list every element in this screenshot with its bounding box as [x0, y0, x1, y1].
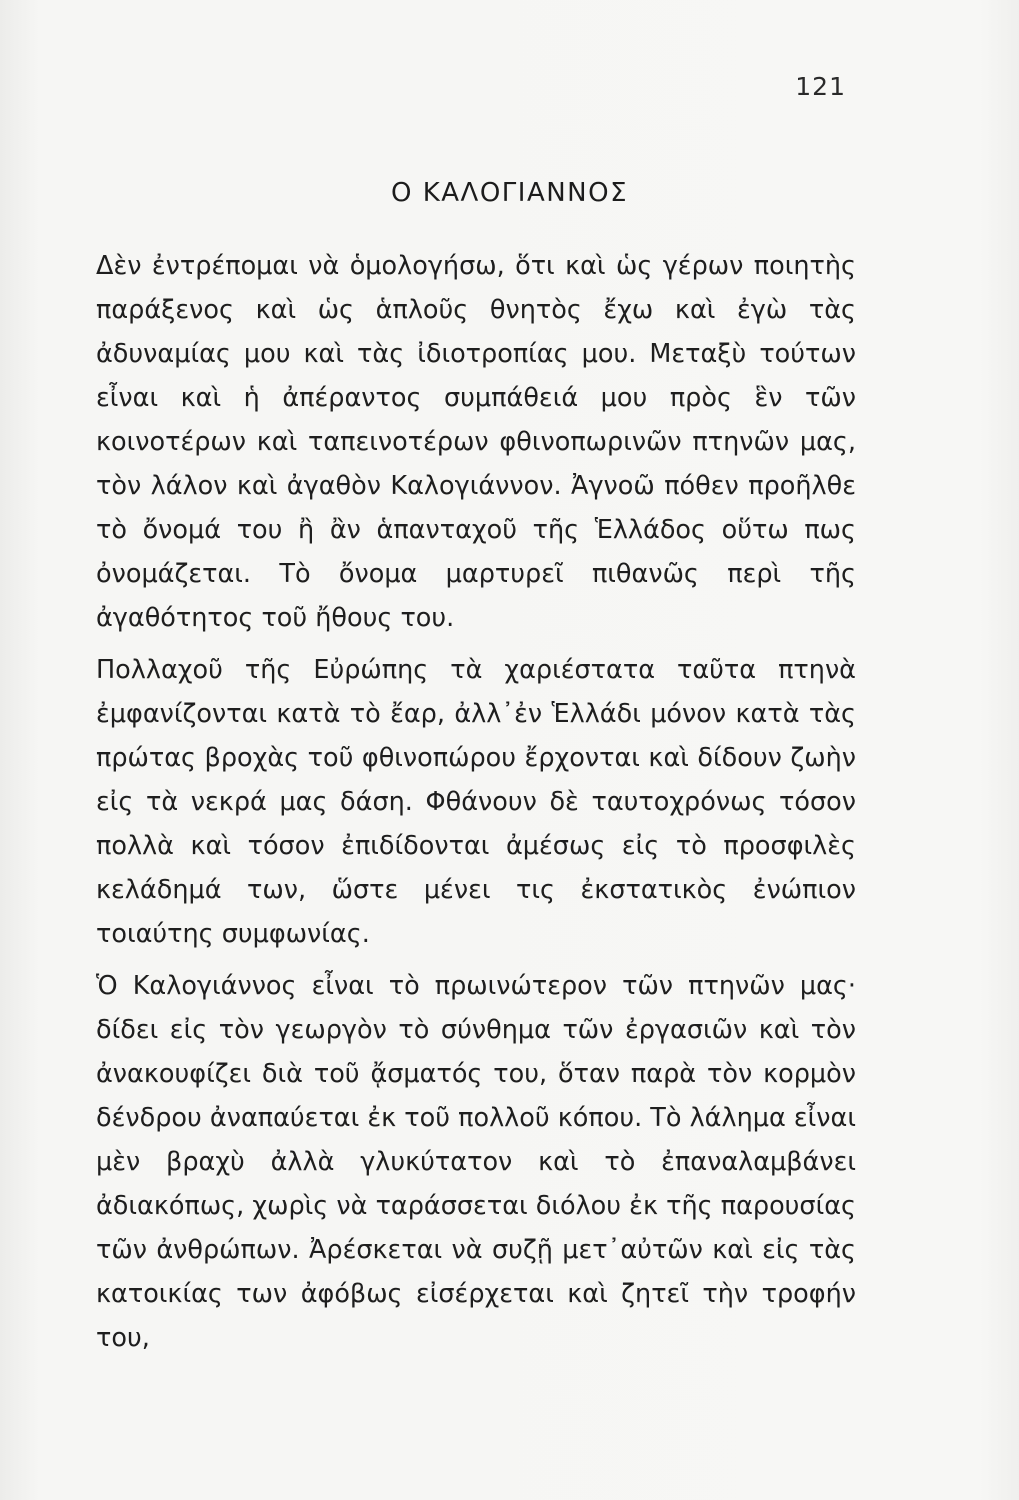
body-text — [96, 244, 856, 1368]
page-number: 121 — [795, 72, 846, 101]
paragraph: Δὲν ἐντρέπομαι νὰ ὁμολογήσω, ὅτι καὶ ὡς γέρων ποιητὴς παράξενος καὶ ὡς ἁπλοῦς θνητὸς ἔχω καὶ ἐγὼ τὰς ἀδυναμίας μου καὶ τὰς ἰδιοτροπίας μου. Μεταξὺ τούτων εἶναι καὶ ἡ ἀπέραντος συμπάθειά μου πρὸς ἓν τῶν κοινοτέρων καὶ ταπεινοτέρων φθινοπωρινῶν πτηνῶν μας, τὸν λάλον καὶ ἀγαθὸν Καλογιάννον. Ἀγνοῶ πόθεν προῆλθε τὸ ὄνομά του ἢ ἂν ἁπανταχοῦ τῆς Ἑλλάδος οὕτω πως ὀνομάζεται. Τὸ ὄνομα μαρτυρεῖ πιθανῶς περὶ τῆς ἀγαθότητος τοῦ ἤθους του. — [96, 251, 856, 633]
chapter-title: Ο ΚΑΛΟΓΙΑΝΝΟΣ — [390, 178, 629, 208]
paragraph: Πολλαχοῦ τῆς Εὐρώπης τὰ χαριέστατα ταῦτα πτηνὰ ἐμφανίζονται κατὰ τὸ ἔαρ, ἀλλ᾽ἐν Ἑλλάδι μόνον κατὰ τὰς πρώτας βροχὰς τοῦ φθινοπώρου ἔρχονται καὶ δίδουν ζωὴν εἰς τὰ νεκρά μας δάση. Φθάνουν δὲ ταυτοχρόνως τόσον πολλὰ καὶ τόσον ἐπιδίδονται ἀμέσως εἰς τὸ προσφιλὲς κελάδημά των, ὥστε μένει τις ἐκστατικὸς ἐνώπιον τοιαύτης συμφωνίας. — [96, 655, 856, 949]
paragraph: Ὁ Καλογιάννος εἶναι τὸ πρωινώτερον τῶν πτηνῶν μας· δίδει εἰς τὸν γεωργὸν τὸ σύνθημα τῶν ἐργασιῶν καὶ τὸν ἀνακουφίζει διὰ τοῦ ᾄσματός του, ὅταν παρὰ τὸν κορμὸν δένδρου ἀναπαύεται ἐκ τοῦ πολλοῦ κόπου. Τὸ λάλημα εἶναι μὲν βραχὺ ἀλλὰ γλυκύτατον καὶ τὸ ἐπαναλαμβάνει ἀδιακόπως, χωρὶς νὰ ταράσσεται διόλου ἐκ τῆς παρουσίας τῶν ἀνθρώπων. Ἀρέσκεται νὰ συζῇ μετ᾽αὐτῶν καὶ εἰς τὰς κατοικίας των ἀφόβως εἰσέρχεται καὶ ζητεῖ τὴν τροφήν του, — [96, 971, 856, 1353]
